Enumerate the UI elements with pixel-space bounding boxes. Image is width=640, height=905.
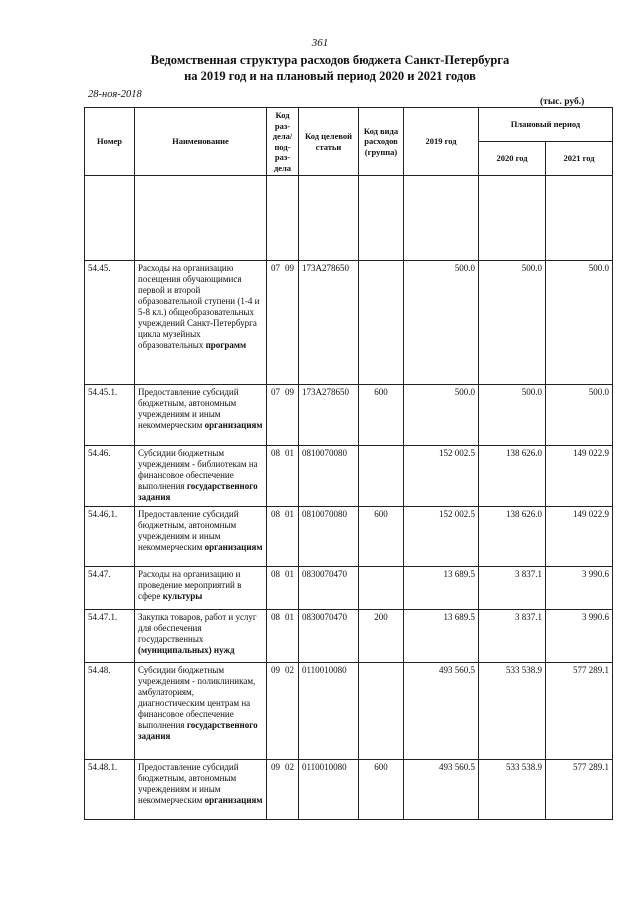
row-expense-type (359, 663, 404, 760)
document-title (40, 52, 620, 84)
row-target: 0110010080 (299, 760, 359, 820)
row-2019: 152 002.5 (404, 507, 479, 567)
row-2019: 13 689.5 (404, 567, 479, 610)
row-number: 54.46.1. (85, 507, 135, 567)
header-2021: 2021 год (546, 142, 613, 176)
row-subsection-code: 02 (285, 762, 294, 772)
row-2020: 138 626.0 (479, 446, 546, 507)
row-section (267, 261, 299, 385)
row-2021: 149 022.9 (546, 446, 613, 507)
row-section-code: 07 (271, 263, 280, 273)
row-name (135, 610, 267, 663)
table-header (85, 108, 613, 261)
header-section: Код раз- дела/ под- раз- дела (267, 108, 299, 176)
row-2019: 500.0 (404, 261, 479, 385)
row-2021: 3 990.6 (546, 567, 613, 610)
row-2021: 577 289.1 (546, 663, 613, 760)
row-number: 54.45. (85, 261, 135, 385)
row-section-code: 08 (271, 509, 280, 519)
table-row (85, 385, 613, 446)
row-number: 54.47. (85, 567, 135, 610)
row-section-code: 09 (271, 762, 280, 772)
row-number: 54.48. (85, 663, 135, 760)
row-number: 54.46. (85, 446, 135, 507)
header-2019: 2019 год (404, 108, 479, 176)
table-row (85, 261, 613, 385)
row-name-bold: организациям (204, 542, 263, 552)
row-target: 0830070470 (299, 610, 359, 663)
row-target: 0810070080 (299, 446, 359, 507)
row-2021: 500.0 (546, 385, 613, 446)
row-name-bold: государственного задания (138, 481, 258, 502)
row-section (267, 663, 299, 760)
row-2020: 500.0 (479, 385, 546, 446)
row-2019: 493 560.5 (404, 760, 479, 820)
title-line-1: Ведомственная структура расходов бюджета Санкт-Петербурга (150, 53, 510, 67)
row-2020: 533 538.9 (479, 663, 546, 760)
row-name-bold: программ (205, 340, 247, 350)
row-section-code: 08 (271, 569, 280, 579)
row-subsection-code: 01 (285, 569, 294, 579)
row-2021: 3 990.6 (546, 610, 613, 663)
row-target: 173А278650 (299, 385, 359, 446)
header-expense-type: Код вида расходов (группа) (359, 108, 404, 176)
row-section-code: 08 (271, 448, 280, 458)
row-name-text: Закупка товаров, работ и услуг для обеспечения государственных (138, 612, 257, 644)
row-section-code: 07 (271, 387, 280, 397)
row-name (135, 663, 267, 760)
row-expense-type: 600 (359, 507, 404, 567)
header-number: Номер (85, 108, 135, 176)
table-row (85, 610, 613, 663)
table-row (85, 567, 613, 610)
table-row (85, 760, 613, 820)
row-subsection-code: 09 (285, 263, 294, 273)
row-2020: 533 538.9 (479, 760, 546, 820)
row-name (135, 567, 267, 610)
document-date: 28-ноя-2018 (88, 89, 142, 100)
row-2019: 500.0 (404, 385, 479, 446)
row-section-code: 09 (271, 665, 280, 675)
row-2021: 149 022.9 (546, 507, 613, 567)
units-label: (тыс. руб.) (540, 97, 585, 107)
row-expense-type: 200 (359, 610, 404, 663)
row-name-bold: организациям (204, 420, 263, 430)
row-target: 0810070080 (299, 507, 359, 567)
row-2019: 13 689.5 (404, 610, 479, 663)
header-2020: 2020 год (479, 142, 546, 176)
page-number: 361 (311, 37, 329, 49)
row-2020: 3 837.1 (479, 567, 546, 610)
row-2021: 500.0 (546, 261, 613, 385)
table-row (85, 446, 613, 507)
table-body (85, 261, 613, 820)
row-section (267, 446, 299, 507)
row-target: 0830070470 (299, 567, 359, 610)
table-row (85, 663, 613, 760)
row-name (135, 385, 267, 446)
row-name-text: Расходы на организацию и проведение мероприятий в сфере (138, 569, 242, 601)
row-expense-type: 600 (359, 385, 404, 446)
row-name-bold: организациям (204, 795, 263, 805)
row-expense-type (359, 567, 404, 610)
row-name (135, 760, 267, 820)
row-section (267, 567, 299, 610)
row-expense-type (359, 261, 404, 385)
row-target: 0110010080 (299, 663, 359, 760)
row-section (267, 385, 299, 446)
row-subsection-code: 01 (285, 509, 294, 519)
row-subsection-code: 02 (285, 665, 294, 675)
budget-table (84, 107, 613, 820)
row-2021: 577 289.1 (546, 760, 613, 820)
row-section (267, 610, 299, 663)
row-target: 173А278650 (299, 261, 359, 385)
row-2019: 493 560.5 (404, 663, 479, 760)
title-line-2: на 2019 год и на плановый период 2020 и 2021 годов (184, 69, 476, 83)
row-name (135, 261, 267, 385)
header-name: Наименование (135, 108, 267, 176)
row-name-text: Предоставление субсидий бюджетным, автономным учреждениям и иным некоммерческим (138, 387, 239, 430)
row-2019: 152 002.5 (404, 446, 479, 507)
row-name-bold: культуры (162, 591, 203, 601)
row-name-bold: государственного задания (138, 720, 258, 741)
row-name-bold: (муниципальных) нужд (138, 645, 235, 655)
row-section (267, 507, 299, 567)
row-subsection-code: 01 (285, 448, 294, 458)
row-name-text: Расходы на организацию посещения обучающимися первой и второй образовательной ступени (1-4 и 5-8 кл.) общеобразовательных учреждений Санкт-Петербурга цикла музейных образовательных (138, 263, 260, 350)
header-target: Код целевой статьи (299, 108, 359, 176)
row-name (135, 507, 267, 567)
row-name-text: Субсидии бюджетным учреждениям - библиотекам на финансовое обеспечение выполнения (138, 448, 258, 491)
row-number: 54.45.1. (85, 385, 135, 446)
row-section-code: 08 (271, 612, 280, 622)
row-2020: 138 626.0 (479, 507, 546, 567)
row-name-text: Предоставление субсидий бюджетным, автономным учреждениям и иным некоммерческим (138, 762, 239, 805)
row-subsection-code: 01 (285, 612, 294, 622)
header-planned-period: Плановый период (479, 108, 613, 142)
row-2020: 500.0 (479, 261, 546, 385)
row-subsection-code: 09 (285, 387, 294, 397)
row-section (267, 760, 299, 820)
row-number: 54.48.1. (85, 760, 135, 820)
row-number: 54.47.1. (85, 610, 135, 663)
table-row (85, 507, 613, 567)
row-expense-type: 600 (359, 760, 404, 820)
row-name-text: Предоставление субсидий бюджетным, автономным учреждениям и иным некоммерческим (138, 509, 239, 552)
row-2020: 3 837.1 (479, 610, 546, 663)
row-name (135, 446, 267, 507)
header-spacer-row (85, 176, 613, 261)
row-name-text: Субсидии бюджетным учреждениям - поликлиникам, амбулаториям, диагностическим центрам на финансовое обеспечение выполнения (138, 665, 256, 730)
row-expense-type (359, 446, 404, 507)
